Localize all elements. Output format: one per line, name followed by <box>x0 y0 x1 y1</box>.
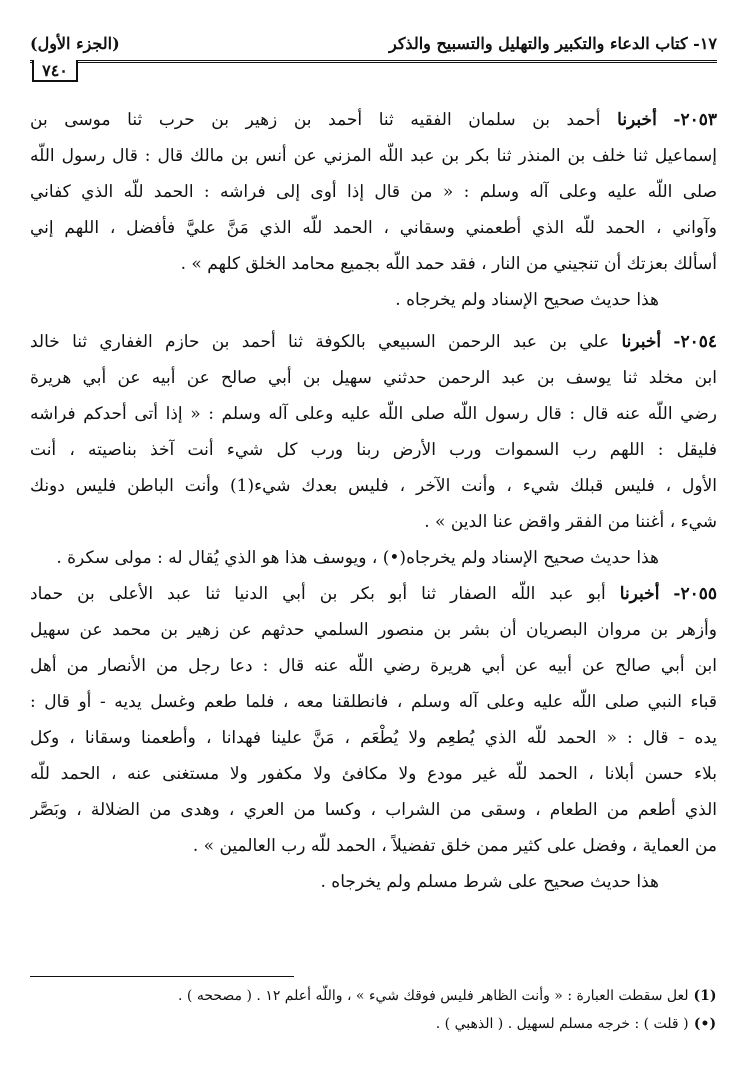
hadith-text: أحمد بن سلمان الفقيه ثنا أحمد بن زهير بن حرب ثنا موسى بن <box>30 110 601 130</box>
hadith-number: ٢٠٥٤- <box>673 332 717 352</box>
hadith-2055-line-3: ابن أبي صالح عن أبيه عن أبي هريرة رضي اللّه عنه قال : دعا رجل من الأنصار من أهل <box>30 656 717 676</box>
hadith-text: علي بن عبد الرحمن السبيعي بالكوفة ثنا أحمد بن حازم الغفاري ثنا خالد <box>30 332 610 352</box>
footnote-marker: (•) <box>693 1016 717 1032</box>
book-page <box>30 32 717 1042</box>
hadith-2055-line-8: من العماية ، وفضل على كثير ممن خلق تفضيلاً ، الحمد للّه رب العالمين » . <box>192 836 717 856</box>
footnote-2 <box>30 1010 717 1038</box>
footnote-text: ( قلت ) : خرجه مسلم لسهيل . ( الذهبي ) . <box>435 1016 689 1032</box>
hadith-2054-grade: هذا حديث صحيح الإسناد ولم يخرجاه(•) ، ويوسف هذا هو الذي يُقال له : مولى سكرة . <box>56 548 659 568</box>
running-header <box>30 32 717 80</box>
hadith-text: أبو عبد اللّه الصفار ثنا أبو بكر بن أبي الدنيا ثنا عبد الأعلى بن حماد <box>30 584 606 604</box>
hadith-keyword: أخبرنا <box>617 110 657 130</box>
hadith-2054-line-5: الأول ، فليس قبلك شيء ، وأنت الآخر ، فليس بعدك شيء(1) وأنت الباطن فليس دونك <box>30 476 717 496</box>
header-rule <box>30 60 717 63</box>
hadith-number: ٢٠٥٣- <box>673 110 717 130</box>
hadith-2055-grade: هذا حديث صحيح على شرط مسلم ولم يخرجاه . <box>320 872 659 892</box>
page-body <box>30 102 717 900</box>
hadith-2053-grade: هذا حديث صحيح الإسناد ولم يخرجاه . <box>395 290 659 310</box>
hadith-2054-line-2: ابن مخلد ثنا يوسف بن عبد الرحمن حدثني سهيل بن أبي صالح عن أبيه عن أبي هريرة <box>30 368 717 388</box>
chapter-title: ١٧- كتاب الدعاء والتكبير والتهليل والتسبيح والذكر <box>388 34 717 53</box>
footnote-1 <box>30 982 717 1010</box>
hadith-2053-line-3: صلى اللّه عليه وعلى آله وسلم : « من قال إذا أوى إلى فراشه : الحمد للّه الذي كفاني <box>30 182 717 202</box>
hadith-2055-line-6: بلاء حسن أبلانا ، الحمد للّه غير مودع ولا مكافئ ولا مكفور ولا مستغنى عنه ، الحمد للّه <box>30 764 717 784</box>
hadith-2054-line-4: فليقل : اللهم رب السموات ورب الأرض ربنا ورب كل شيء أنت آخذ بناصيته ، أنت <box>30 440 717 460</box>
hadith-2053-line-5: أسألك بعزتك أن تنجيني من النار ، فقد حمد اللّه بجميع محامد الخلق كلهم » . <box>180 254 717 274</box>
footnote-text: لعل سقطت العبارة : « وأنت الظاهر فليس فوقك شيء » ، واللّه أعلم ١٢ . ( مصححه ) . <box>178 988 689 1004</box>
hadith-keyword: أخبرنا <box>621 332 662 352</box>
footnote-marker: (1) <box>693 988 717 1004</box>
hadith-2055-line-5: يده - قال : « الحمد للّه الذي يُطعِم ولا يُطْعَم ، مَنَّ علينا فهدانا ، وأطعمنا وسقانا ، وكل <box>30 728 717 748</box>
hadith-keyword: أخبرنا <box>619 584 660 604</box>
hadith-2055-line-2: وأزهر بن مروان البصريان أن بشر بن منصور السلمي حدثهم عن زهير بن محمد عن سهيل <box>30 620 717 640</box>
hadith-2053-line-1 <box>30 102 717 138</box>
volume-label: (الجزء الأول) <box>30 34 120 53</box>
hadith-2053-line-2: إسماعيل ثنا خلف بن المنذر ثنا بكر بن عبد اللّه المزني عن أنس بن مالك قال : قال رسول اللّه <box>30 146 717 166</box>
hadith-number: ٢٠٥٥- <box>673 584 717 604</box>
hadith-2053-line-4: وآواني ، الحمد للّه الذي أطعمني وسقاني ، الحمد للّه الذي مَنَّ عليَّ فأفضل ، اللهم إني <box>30 218 717 238</box>
hadith-2054-line-3: رضي اللّه عنه قال : قال رسول اللّه صلى اللّه عليه وعلى آله وسلم : « إذا أتى أحدكم فراشه <box>30 404 717 424</box>
hadith-2055-line-7: الذي أطعم من الطعام ، وسقى من الشراب ، وكسا من العري ، وهدى من الضلالة ، وبَصَّر <box>30 800 717 820</box>
footnote-rule <box>30 976 294 977</box>
hadith-2054-line-1 <box>30 324 717 360</box>
hadith-2055-line-1 <box>30 576 717 612</box>
footnotes <box>30 982 717 1038</box>
hadith-2055-line-4: قباء النبي صلى اللّه عليه وعلى آله وسلم ، فانطلقنا معه ، فلما طعم وغسل يديه - أو قال : <box>30 692 717 712</box>
hadith-2054-line-6: شيء ، أغننا من الفقر واقض عنا الدين » . <box>424 512 717 532</box>
page-number: ٧٤٠ <box>32 60 78 82</box>
